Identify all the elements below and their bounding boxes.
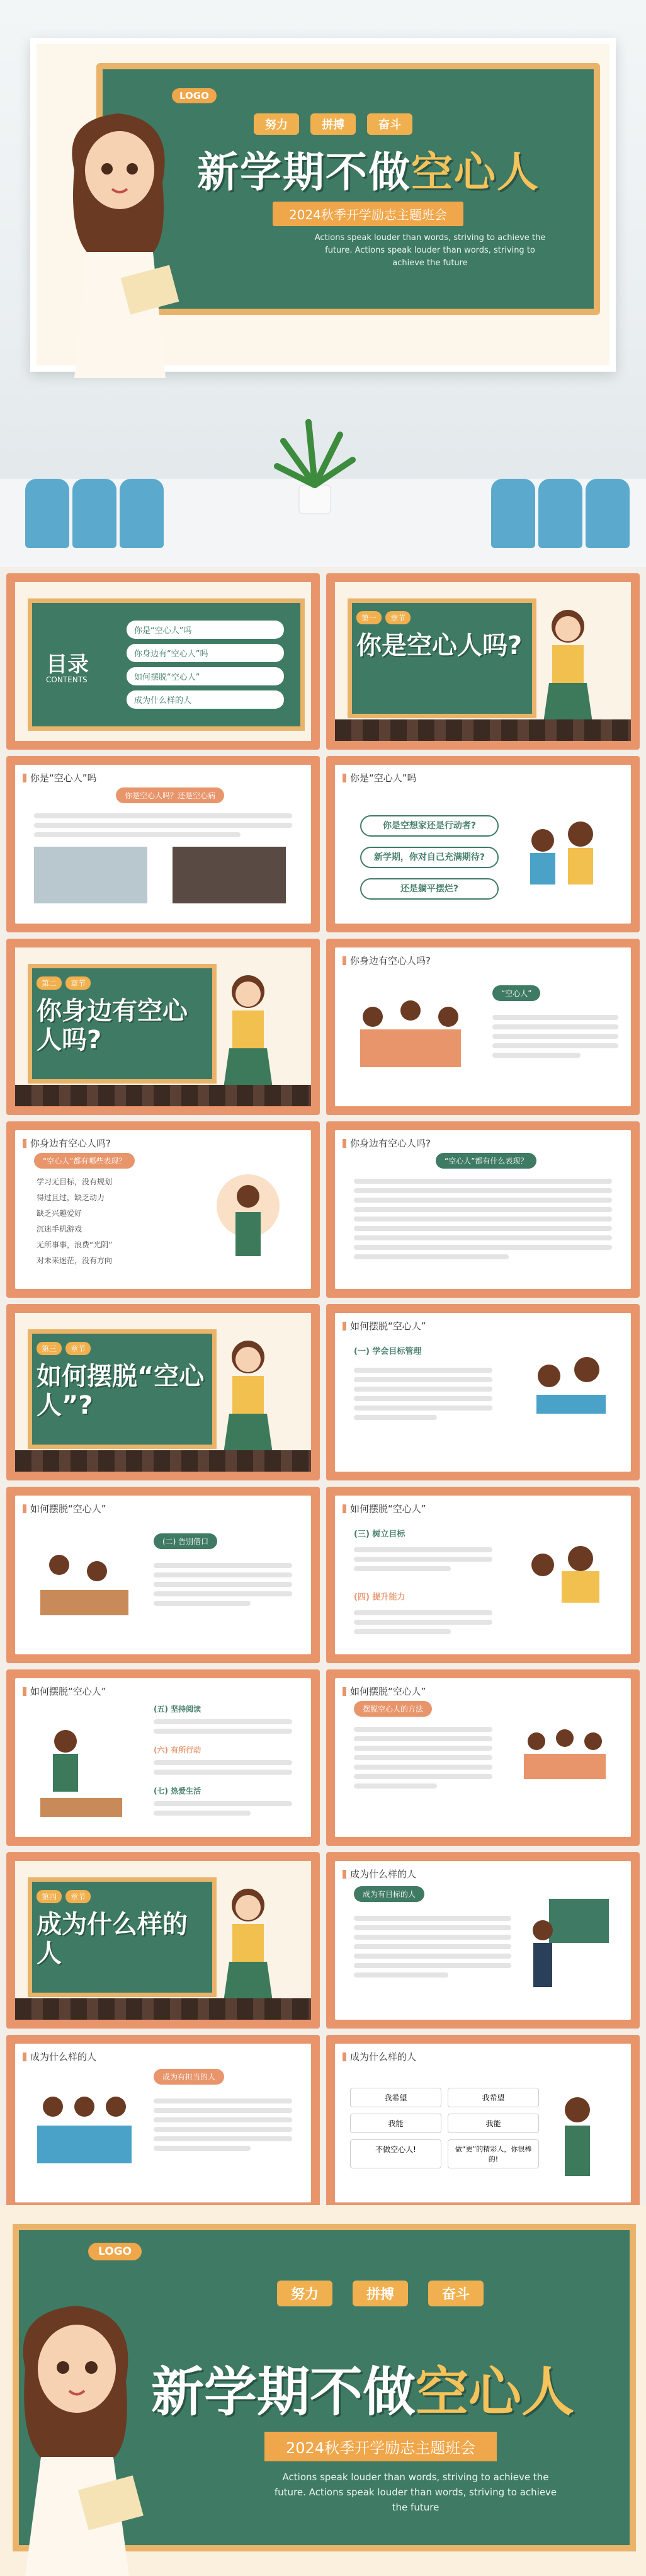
symptom-list: [37, 1174, 112, 1269]
toc-item[interactable]: 你是“空心人”吗: [127, 621, 284, 639]
teacher-illustration: [210, 1880, 286, 2018]
section-number: [37, 1342, 91, 1355]
list-item: 缺乏兴趣爱好: [37, 1209, 82, 1218]
section-title: 你是空心人吗?: [356, 631, 523, 660]
section-number: [356, 611, 411, 624]
slide-title: 成为什么样的人: [23, 2050, 96, 2063]
text-block: [154, 1559, 292, 1610]
slide-pill: “空心人”都有哪些表现？: [34, 1153, 135, 1169]
teacher-kids-illustration: [518, 1533, 612, 1609]
text-block: [154, 1715, 292, 1738]
list-item: 对未来迷茫，没有方向: [37, 1256, 113, 1265]
slide-title: 如何摆脱“空心人”: [343, 1502, 426, 1515]
toc-item[interactable]: 成为什么样的人: [127, 690, 284, 709]
closing-title-accent: 空心人: [416, 2361, 575, 2423]
slide-pill: (二) 告别借口: [154, 1533, 217, 1549]
slide-label: (五) 坚持阅读: [154, 1705, 201, 1714]
hero-english: Actions speak louder than words, striving to achieve the future. Actions speak louder than words, striving to achieve the future: [314, 233, 546, 268]
question: 你是空想家还是行动者?: [360, 815, 499, 837]
slide-title: 如何摆脱“空心人”: [23, 1502, 106, 1515]
text-block: [354, 1363, 492, 1424]
chair: [586, 479, 630, 548]
slide-title: 成为什么样的人: [343, 1867, 416, 1880]
teacher-illustration: [204, 1168, 292, 1281]
kids-illustration: [524, 1351, 618, 1426]
slide-pill: “空心人”: [492, 985, 540, 1001]
toc-item[interactable]: 你身边有“空心人”吗: [127, 644, 284, 662]
slide-title: 你身边有空心人吗?: [343, 1136, 431, 1150]
slide-pill: 摆脱空心人的方法: [354, 1701, 432, 1717]
list-item: 沉迷手机游戏: [37, 1225, 82, 1234]
section-num-badge: 第三: [37, 1342, 62, 1355]
text-block: [154, 2094, 292, 2155]
slide-16[interactable]: [6, 2035, 320, 2211]
slide-title: 你是“空心人”吗: [23, 771, 97, 784]
logo: LOGO: [172, 88, 217, 103]
teacher-illustration: [543, 2088, 612, 2189]
list-item: 学习无目标，没有规划: [37, 1177, 113, 1186]
closing-title: [151, 2350, 574, 2426]
chair: [72, 479, 116, 548]
tag-strive: 奋斗: [428, 2281, 484, 2306]
wish-box: 不做空心人!: [350, 2139, 441, 2168]
text-block: [354, 1543, 492, 1576]
slide-section-1[interactable]: [326, 573, 640, 750]
section-num-badge: 第四: [37, 1890, 62, 1903]
teacher-illustration: [530, 601, 606, 740]
toc-list: [127, 615, 284, 714]
tag-strive: 奋斗: [367, 113, 412, 135]
tag-struggle: 拼搏: [353, 2281, 408, 2306]
slide-label: (七) 热爱生活: [154, 1787, 201, 1795]
slide-section-4[interactable]: [6, 1852, 320, 2029]
section-title: 你身边有空心人吗?: [37, 997, 188, 1055]
classroom-illustration: [28, 1533, 141, 1634]
list-item: 得过且过，缺乏动力: [37, 1193, 105, 1202]
section-num-badge: 章节: [385, 611, 411, 624]
toc-item[interactable]: 如何摆脱“空心人”: [127, 667, 284, 685]
slide-label: (四) 提升能力: [354, 1593, 405, 1602]
slide-15[interactable]: [326, 1852, 640, 2029]
slide-12[interactable]: [6, 1669, 320, 1846]
tag-struggle: 拼搏: [310, 113, 356, 135]
hero-subtitle: 2024秋季开学励志主题班会: [273, 202, 463, 226]
kids-illustration: [28, 2081, 141, 2182]
audience: [15, 1450, 311, 1472]
section-title: 如何摆脱“空心人”?: [37, 1362, 205, 1420]
text-block: [354, 1911, 511, 1982]
closing-slide: [0, 2205, 646, 2576]
text-block: [34, 809, 292, 842]
section-num-badge: 章节: [65, 1890, 91, 1903]
girl-illustration: [0, 2281, 164, 2576]
toc-title: 目录: [46, 652, 89, 677]
slide-7[interactable]: [326, 1121, 640, 1298]
hero-title-main: 新学期不做: [197, 148, 411, 197]
tag-effort: 努力: [254, 113, 299, 135]
section-num-badge: 第二: [37, 976, 62, 990]
slide-title: 你是“空心人”吗: [343, 771, 417, 784]
slide-title: 如何摆脱“空心人”: [343, 1319, 426, 1332]
list-item: 无所事事，浪费“光阴”: [37, 1240, 113, 1249]
group-illustration: [348, 985, 473, 1086]
slide-13[interactable]: [326, 1669, 640, 1846]
kids-illustration: [518, 815, 612, 891]
text-block: [154, 1756, 292, 1779]
wish-box: 做“更”的精彩人，你很棒的!: [448, 2139, 539, 2168]
photo: [173, 847, 286, 903]
slide-9[interactable]: [326, 1304, 640, 1480]
section-num-badge: 章节: [65, 1342, 91, 1355]
slide-title: 你身边有空心人吗?: [23, 1136, 111, 1150]
slide-5[interactable]: [326, 939, 640, 1115]
slide-label: (六) 有所行动: [154, 1746, 201, 1755]
slide-6[interactable]: [6, 1121, 320, 1298]
slide-2[interactable]: [6, 756, 320, 932]
closing-title-main: 新学期不做: [151, 2361, 416, 2423]
wish-box: 我希望: [448, 2088, 539, 2107]
hero-title: [197, 139, 540, 198]
slide-title: 如何摆脱“空心人”: [23, 1685, 106, 1698]
presentation-screen: [30, 38, 616, 372]
text-block: [354, 1722, 492, 1793]
text-block: [354, 1606, 492, 1639]
wish-box: 我能: [350, 2114, 441, 2133]
slide-section-3[interactable]: [6, 1304, 320, 1480]
slide-17[interactable]: [326, 2035, 640, 2211]
section-num-badge: 第一: [356, 611, 382, 624]
group-illustration: [518, 1716, 612, 1792]
girl-illustration: [49, 94, 194, 378]
slide-pill: 成为有担当的人: [154, 2069, 224, 2085]
plant-icon: [271, 416, 359, 517]
slide-grid: [0, 567, 646, 2205]
section-number: [37, 1890, 91, 1903]
hero-title-accent: 空心人: [411, 148, 540, 197]
section-num-badge: 章节: [65, 976, 91, 990]
toc-title-en: CONTENTS: [46, 675, 88, 684]
classroom-illustration: [28, 1716, 135, 1823]
slide-toc[interactable]: [6, 573, 320, 750]
slide-label: (三) 树立目标: [354, 1530, 405, 1539]
teacher-board-illustration: [524, 1892, 612, 2000]
chair: [120, 479, 164, 548]
section-number: [37, 976, 91, 990]
chair: [491, 479, 535, 548]
slide-title: 如何摆脱“空心人”: [343, 1685, 426, 1698]
text-block: [354, 1174, 612, 1264]
slide-11[interactable]: [326, 1487, 640, 1663]
slide-10[interactable]: [6, 1487, 320, 1663]
text-block: [492, 1010, 618, 1062]
audience: [15, 1998, 311, 2020]
tag-effort: 努力: [277, 2281, 332, 2306]
slide-label: (一) 学会目标管理: [354, 1347, 422, 1356]
slide-section-2[interactable]: [6, 939, 320, 1115]
chair: [25, 479, 69, 548]
logo: LOGO: [88, 2243, 142, 2260]
wish-box: 我希望: [350, 2088, 441, 2107]
slide-title: 成为什么样的人: [343, 2050, 416, 2063]
slide-3[interactable]: [326, 756, 640, 932]
wish-box: 我能: [448, 2114, 539, 2133]
slide-title: 你身边有空心人吗?: [343, 954, 431, 967]
hero-scene: [0, 0, 646, 567]
question: 还是躺平摆烂?: [360, 878, 499, 900]
closing-english: Actions speak louder than words, striving to achieve the future. Actions speak louder than words, striving to achieve the future: [274, 2471, 557, 2513]
chair: [538, 479, 582, 548]
slide-pill: 成为有目标的人: [354, 1886, 424, 1902]
wish-grid: [350, 2088, 539, 2168]
audience: [335, 719, 631, 741]
photo: [34, 847, 147, 903]
slide-pill: “空心人”都有什么表现？: [436, 1153, 536, 1169]
audience: [15, 1085, 311, 1106]
slide-pill: 你是空心人吗？还是空心病: [116, 787, 224, 803]
question: 新学期，你对自己充满期待?: [360, 847, 499, 868]
teacher-illustration: [210, 966, 286, 1105]
closing-subtitle: 2024秋季开学励志主题班会: [264, 2432, 497, 2461]
teacher-illustration: [210, 1332, 286, 1470]
text-block: [154, 1797, 292, 1820]
section-title: 成为什么样的人: [37, 1910, 188, 1968]
